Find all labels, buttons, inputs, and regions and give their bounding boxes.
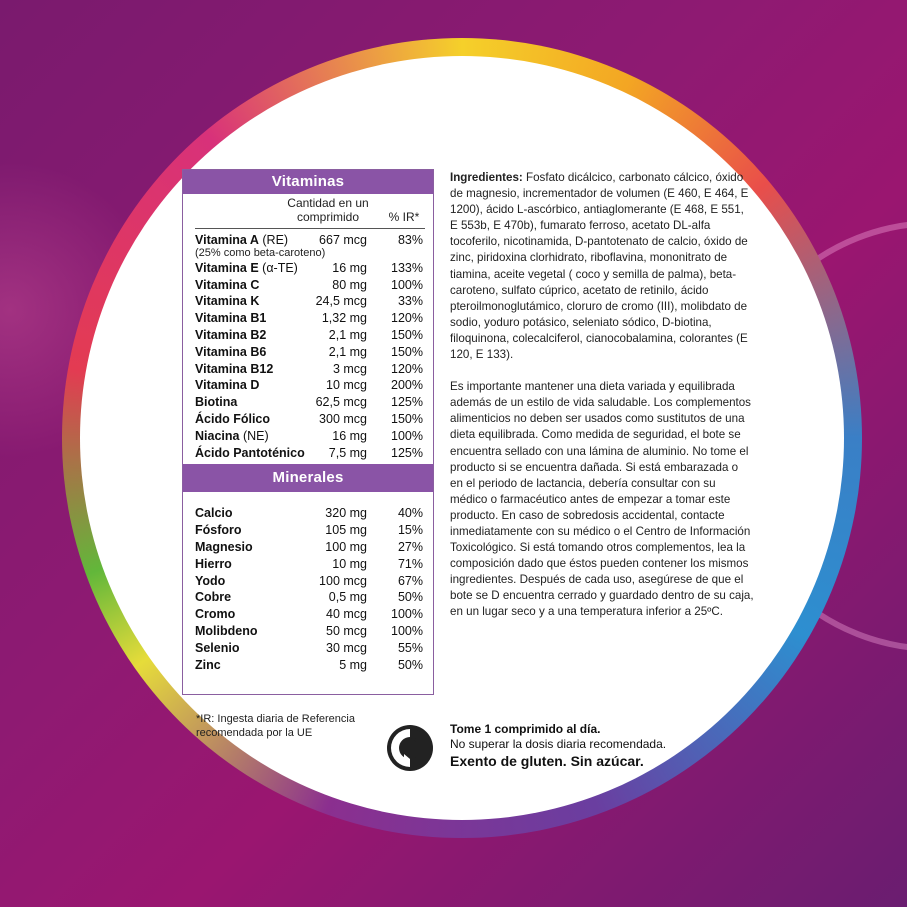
- vitamin-quantity: 1,32 mg: [321, 311, 367, 326]
- vitamin-quantity: 300 mcg: [319, 411, 367, 426]
- vitamin-quantity: 3 mcg: [332, 361, 367, 376]
- vitamin-percent: 120%: [391, 311, 423, 326]
- vitamin-unit: (RE): [258, 233, 289, 247]
- mineral-name-text: Zinc: [195, 657, 221, 672]
- vitamin-name-text: Biotina: [195, 395, 238, 410]
- vitamin-name-text: Vitamina K: [195, 294, 260, 309]
- mineral-name: [195, 624, 258, 638]
- vitamin-name: [195, 362, 273, 376]
- vitamin-name: [195, 278, 259, 292]
- mineral-name: [195, 506, 233, 520]
- vitamin-quantity: 80 mg: [332, 277, 367, 292]
- vitamin-name-text: Vitamina B6: [195, 344, 267, 359]
- vitamin-name-text: Vitamina C: [195, 277, 260, 292]
- column-headers: [183, 194, 433, 228]
- vitamin-name: [195, 345, 266, 359]
- mineral-percent: 27%: [397, 539, 423, 554]
- mineral-row: [195, 607, 433, 624]
- vitamin-quantity: 7,5 mg: [328, 445, 367, 460]
- mineral-percent: 67%: [397, 573, 423, 588]
- ingredients-paragraph: [450, 170, 754, 363]
- mineral-name: [195, 574, 225, 588]
- vitamin-name: [195, 328, 266, 342]
- vitamin-quantity: 62,5 mcg: [315, 395, 367, 410]
- mineral-percent: 50%: [397, 657, 423, 672]
- minerals-header: Minerales: [183, 464, 433, 492]
- mineral-name-text: Calcio: [195, 506, 233, 521]
- mineral-row: [195, 590, 433, 607]
- mineral-name-text: Cromo: [195, 607, 236, 622]
- vitamin-percent: 100%: [391, 277, 423, 292]
- mineral-name: [195, 658, 221, 672]
- dose-line-1: Tome 1 comprimido al día.: [450, 722, 601, 736]
- vitamin-percent: 200%: [391, 378, 423, 393]
- ingredients-column: [450, 170, 754, 621]
- mineral-percent: 55%: [397, 640, 423, 655]
- mineral-quantity: 50 mcg: [326, 623, 367, 638]
- mineral-row: [195, 506, 433, 523]
- vitamin-quantity: 667 mcg: [319, 233, 367, 247]
- mineral-quantity: 100 mg: [325, 539, 367, 554]
- mineral-name: [195, 641, 239, 655]
- vitamin-row: [195, 412, 433, 429]
- vitamin-row: [195, 278, 433, 295]
- mineral-percent: 100%: [391, 623, 423, 638]
- mineral-name-text: Hierro: [195, 556, 232, 571]
- mineral-percent: 100%: [391, 607, 423, 622]
- mineral-rows: [183, 492, 433, 674]
- mineral-row: [195, 624, 433, 641]
- ir-column-header: % IR*: [388, 210, 420, 224]
- vitamin-rows: [183, 229, 433, 462]
- vitamin-percent: 83%: [397, 233, 423, 247]
- mineral-name-text: Magnesio: [195, 539, 253, 554]
- vitamin-percent: 125%: [391, 445, 423, 460]
- vitamin-row: [195, 328, 433, 345]
- mineral-percent: 71%: [397, 556, 423, 571]
- mineral-quantity: 100 mcg: [319, 573, 367, 588]
- mineral-quantity: 5 mg: [339, 657, 367, 672]
- quantity-column-header: Cantidad en un comprimido: [287, 196, 369, 224]
- green-dot-recycle-icon: [386, 724, 434, 772]
- mineral-row: [195, 557, 433, 574]
- vitamin-name: [195, 378, 259, 392]
- vitamin-percent: 33%: [397, 294, 423, 309]
- vitamin-row: [195, 261, 433, 278]
- dose-line-2: No superar la dosis diaria recomendada.: [450, 737, 667, 751]
- mineral-name: [195, 590, 231, 604]
- vitamin-name: [195, 233, 288, 247]
- vitamin-row: [195, 378, 433, 395]
- vitamin-name-text: Vitamina E: [195, 260, 259, 275]
- vitamin-quantity: 16 mg: [332, 428, 367, 443]
- vitamin-quantity: 16 mg: [332, 260, 367, 275]
- vitamins-header: Vitaminas: [183, 170, 433, 194]
- vitamin-name-text: Ácido Pantoténico: [195, 445, 305, 460]
- mineral-row: [195, 641, 433, 658]
- mineral-quantity: 10 mg: [332, 556, 367, 571]
- vitamin-name: [195, 294, 259, 308]
- mineral-percent: 15%: [397, 523, 423, 538]
- vitamin-quantity: 2,1 mg: [328, 344, 367, 359]
- vitamin-percent: 120%: [391, 361, 423, 376]
- mineral-quantity: 0,5 mg: [328, 590, 367, 605]
- vitamin-row: [195, 345, 433, 362]
- mineral-percent: 40%: [397, 506, 423, 521]
- vitamin-name-text: Niacina: [195, 428, 240, 443]
- mineral-name-text: Yodo: [195, 573, 226, 588]
- mineral-name-text: Molibdeno: [195, 623, 258, 638]
- vitamin-row: [195, 311, 433, 328]
- dosage-block: [450, 722, 770, 770]
- warning-paragraph: Es importante mantener una dieta variada y equilibrada además de un estilo de vida saludable. Los complementos alimenticios no deben ser usados como sustitutos de una dieta equilibrada. Como medida de seguridad, el bote se encuentra sellado con una lámina de aluminio. No tome el producto si se encuentra dañada. Si está embarazada o en el periodo de lactancia, debería consultar con su médico o farmacéutico antes de empezar a tomar este producto. En caso de sobredosis accidental, contacte inmediatamente con su médico o el Centro de Información Toxicológico. Si está tomando otros complementos, lea la composición dado que éstos pueden contener los mismos ingredientes. Después de cada uso, asegúrese de que el bote se D encuentra cerrado y guardado dentro de su caja, en un lugar seco y a una temperatura inferior a 25ºC.: [450, 380, 754, 619]
- vitamin-name: [195, 311, 266, 325]
- vitamin-quantity: 10 mcg: [326, 378, 367, 393]
- vitamin-name-text: Vitamina B12: [195, 361, 274, 376]
- vitamin-percent: 150%: [391, 344, 423, 359]
- mineral-row: [195, 574, 433, 591]
- vitamin-row: [195, 429, 433, 446]
- mineral-name-text: Fósforo: [195, 523, 242, 538]
- vitamin-name-text: Vitamina D: [195, 378, 260, 393]
- vitamin-unit: (α-TE): [258, 260, 298, 275]
- vitamin-percent: 150%: [391, 411, 423, 426]
- mineral-name: [195, 523, 242, 537]
- mineral-name: [195, 557, 232, 571]
- vitamin-percent: 100%: [391, 428, 423, 443]
- mineral-row: [195, 523, 433, 540]
- vitamin-unit: (NE): [239, 428, 269, 443]
- mineral-row: [195, 540, 433, 557]
- ingredients-text: Fosfato dicálcico, carbonato cálcico, óxido de magnesio, incrementador de volumen (E 460, E 464, E 1200), ácido L-ascórbico, antiaglomerante (E 468, E 551, E 553b, E 470b), fumarato ferroso, acetato DL-alfa tocoferilo, nicotinamida, D-pantotenato de calcio, óxido de zinc, piridoxina clorhidrato, riboflavina, mononitrato de tiamina, aceite vegetal ( coco y semilla de palma), beta-caroteno, sulfato cúprico, acetato de retinilo, ácido pteroilmonoglutámico, cloruro de cromo (III), molibdato de sodio, yoduro potásico, seleniato sódico, D-biotina, filoquinona, colecalciferol, cianocobalamina, colorantes (E 120, E 133).: [450, 171, 749, 362]
- vitamin-name-text: Vitamina B1: [195, 311, 267, 326]
- beta-carotene-note: (25% como beta-caroteno): [195, 246, 326, 259]
- mineral-quantity: 40 mcg: [326, 607, 367, 622]
- vitamin-percent: 133%: [391, 260, 423, 275]
- mineral-name: [195, 540, 253, 554]
- vitamin-quantity: 24,5 mcg: [315, 294, 367, 309]
- mineral-name-text: Selenio: [195, 640, 240, 655]
- vitamin-name: [195, 412, 270, 426]
- mineral-name-text: Cobre: [195, 590, 232, 605]
- vitamin-name-text: Vitamina A: [195, 233, 259, 247]
- mineral-quantity: 30 mcg: [326, 640, 367, 655]
- mineral-quantity: 105 mg: [325, 523, 367, 538]
- vitamin-row: [195, 294, 433, 311]
- mineral-name: [195, 607, 235, 621]
- vitamin-row: [195, 362, 433, 379]
- mineral-percent: 50%: [397, 590, 423, 605]
- nutrition-panel: [182, 169, 434, 695]
- ingredients-label: Ingredientes:: [450, 171, 523, 184]
- mineral-row: [195, 658, 433, 675]
- vitamin-percent: 150%: [391, 327, 423, 342]
- mineral-quantity: 320 mg: [325, 506, 367, 521]
- vitamin-row: [195, 395, 433, 412]
- vitamin-name-text: Ácido Fólico: [195, 411, 270, 426]
- vitamin-percent: 125%: [391, 395, 423, 410]
- vitamin-name: [195, 429, 269, 443]
- dose-line-3: Exento de gluten. Sin azúcar.: [450, 753, 644, 769]
- vitamin-name-text: Vitamina B2: [195, 327, 267, 342]
- ir-footnote: *IR: Ingesta diaria de Referencia recomendada por la UE: [196, 713, 355, 739]
- vitamin-quantity: 2,1 mg: [328, 327, 367, 342]
- vitamin-row: [195, 446, 433, 463]
- vitamin-name: [195, 395, 237, 409]
